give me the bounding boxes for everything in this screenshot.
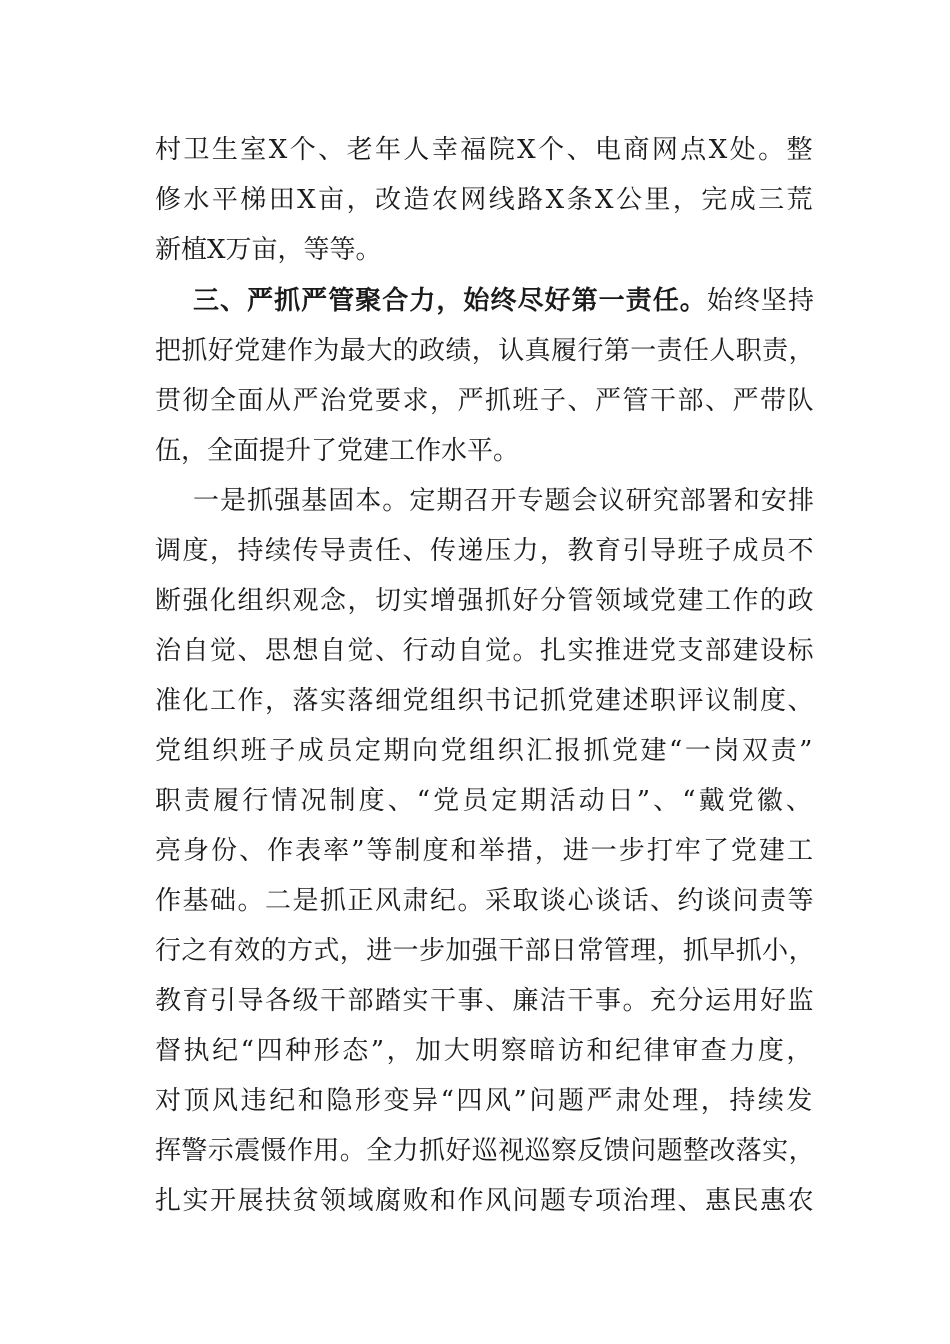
text-line-11 [155, 631, 815, 671]
line-text: 贯彻全面从严治党要求，严抓班子、严管干部、严带队 [155, 386, 815, 416]
text-line-1 [155, 130, 815, 170]
line-text: 职责履行情况制度、“党员定期活动日”、“戴党徽、 [155, 786, 815, 816]
line-text: 修水平梯田X亩，改造农网线路X条X公里，完成三荒 [155, 185, 815, 215]
text-line-19 [155, 1031, 815, 1071]
section-heading: 三、严抓严管聚合力，始终尽好第一责任。 [193, 286, 707, 316]
line-text: 一是抓强基固本。定期召开专题会议研究部署和安排 [193, 486, 815, 516]
line-text: 扎实开展扶贫领域腐败和作风问题专项治理、惠民惠农 [155, 1186, 815, 1216]
text-line-15 [155, 831, 815, 871]
text-line-21 [155, 1131, 815, 1171]
line-text: 作基础。二是抓正风肃纪。采取谈心谈话、约谈问责等 [155, 886, 815, 916]
line-text: 治自觉、思想自觉、行动自觉。扎实推进党支部建设标 [155, 636, 815, 666]
text-line-5 [155, 331, 815, 371]
text-line-6 [155, 381, 815, 421]
section-heading-line [193, 281, 815, 321]
line-text: 督执纪“四种形态”，加大明察暗访和纪律审查力度， [155, 1036, 815, 1066]
text-line-13 [155, 731, 815, 771]
text-line-12 [155, 681, 815, 721]
line-text: 对顶风违纪和隐形变异“四风”问题严肃处理，持续发 [155, 1086, 815, 1116]
line-text: 村卫生室X个、老年人幸福院X个、电商网点X处。整 [155, 135, 815, 165]
line-text: 党组织班子成员定期向党组织汇报抓党建“一岗双责” [155, 736, 815, 766]
line-text: 亮身份、作表率”等制度和举措，进一步打牢了党建工 [155, 836, 815, 866]
text-line-2 [155, 180, 815, 220]
line-text: 准化工作，落实落细党组织书记抓党建述职评议制度、 [155, 686, 815, 716]
line-text: 调度，持续传导责任、传递压力，教育引导班子成员不 [155, 536, 815, 566]
text-line-9 [155, 531, 815, 571]
paragraph-start-line [193, 481, 815, 521]
line-text: 把抓好党建作为最大的政绩，认真履行第一责任人职责， [155, 336, 815, 366]
line-text: 挥警示震慑作用。全力抓好巡视巡察反馈问题整改落实， [155, 1136, 815, 1166]
text-line-18 [155, 981, 815, 1021]
line-text: 始终坚持 [706, 286, 815, 316]
text-line-22 [155, 1181, 815, 1221]
line-text: 断强化组织观念，切实增强抓好分管领域党建工作的政 [155, 586, 815, 616]
line-text: 伍，全面提升了党建工作水平。 [155, 436, 520, 466]
text-line-17 [155, 931, 815, 971]
text-line-14 [155, 781, 815, 821]
text-line-16 [155, 881, 815, 921]
line-text: 行之有效的方式，进一步加强干部日常管理，抓早抓小， [155, 936, 815, 966]
text-line-3 [155, 230, 815, 270]
text-line-10 [155, 581, 815, 621]
line-text: 教育引导各级干部踏实干事、廉洁干事。充分运用好监 [155, 986, 815, 1016]
line-text: 新植X万亩，等等。 [155, 235, 382, 265]
text-line-20 [155, 1081, 815, 1121]
text-line-7 [155, 431, 815, 471]
